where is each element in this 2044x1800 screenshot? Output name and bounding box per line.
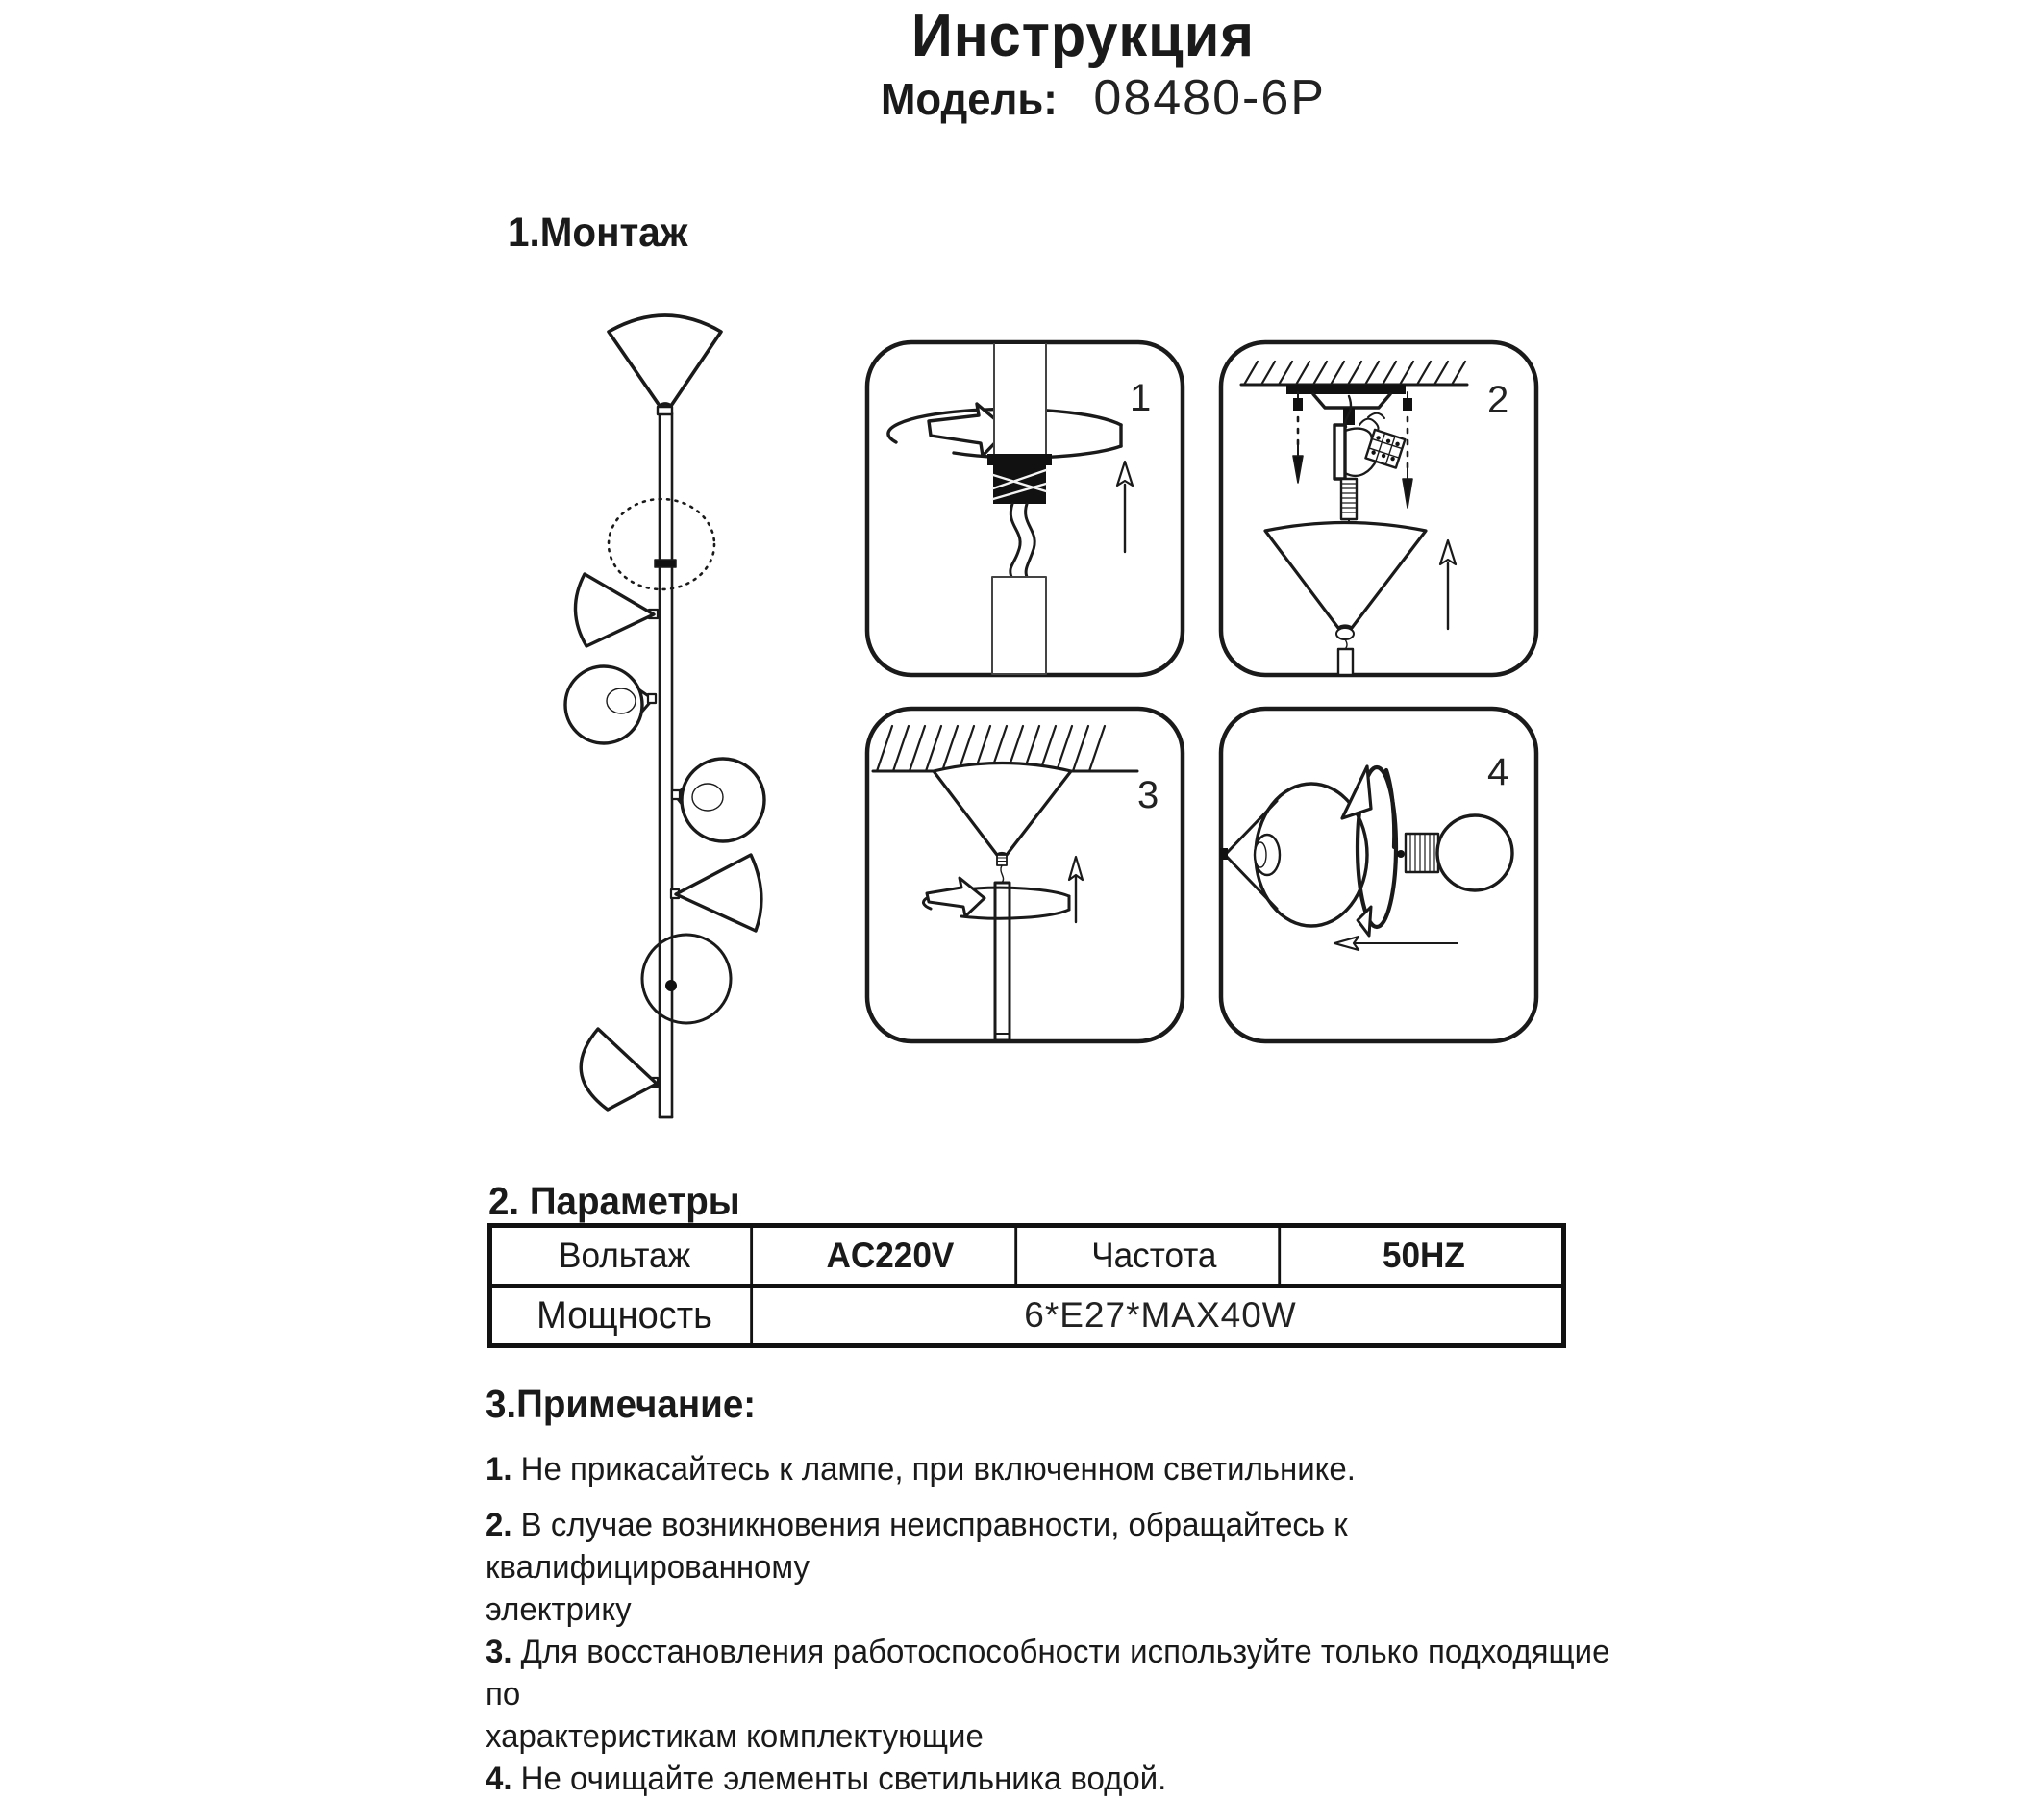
up-arrow — [1117, 462, 1133, 552]
notes-list — [486, 1448, 1649, 1800]
lamp-shade-right-plain — [671, 855, 761, 931]
note-text: В случае возникновения неисправности, обращайтесь к квалифицированному — [486, 1507, 1348, 1586]
cable-wires — [1010, 504, 1034, 577]
note-number: 4. — [486, 1761, 512, 1797]
screw-left — [1293, 392, 1303, 483]
up-arrow — [1069, 857, 1083, 922]
lamp-bare-bulb — [642, 935, 731, 1023]
note-text: электрику — [486, 1591, 632, 1628]
voltage-value-cell: AC220V — [766, 1228, 1017, 1284]
note-item-1 — [486, 1448, 1614, 1490]
note-item-3 — [486, 1631, 1614, 1758]
note-text: Не прикасайтесь к лампе, при включенном светильнике. — [520, 1451, 1356, 1488]
params-table-row-2 — [492, 1288, 1561, 1343]
note-text: Не очищайте элементы светильника водой. — [520, 1761, 1167, 1797]
note-number: 1. — [486, 1451, 512, 1488]
model-value: 08480-6P — [1093, 70, 1326, 126]
lamp-top-shade — [609, 315, 721, 414]
step-number: 1 — [1130, 377, 1152, 419]
note-text: характеристикам комплектующие — [486, 1718, 984, 1755]
note-item-4 — [486, 1758, 1614, 1800]
cone-shade — [1265, 523, 1426, 676]
pole-joint — [655, 560, 676, 567]
note-item-2 — [486, 1504, 1614, 1631]
frequency-value-cell: 50HZ — [1383, 1236, 1466, 1275]
montage-heading: 1.Монтаж — [508, 210, 688, 256]
light-bulb — [1397, 815, 1512, 890]
params-table — [487, 1223, 1566, 1348]
mounting-bracket — [1334, 425, 1345, 479]
step-number: 2 — [1487, 379, 1509, 421]
lamp-shade-lower-left — [581, 1029, 658, 1110]
frequency-label-cell: Частота — [1030, 1228, 1280, 1284]
lamp-shade-upper-left — [575, 574, 658, 646]
power-value-cell: 6*E27*MAX40W — [1024, 1295, 1297, 1335]
up-arrow — [1440, 540, 1456, 629]
ceiling-hatch — [1241, 362, 1467, 385]
page-title: Инструкция — [911, 3, 1255, 69]
cone-shade-side — [1220, 784, 1367, 926]
params-heading: 2. Параметры — [488, 1179, 740, 1223]
note-number: 2. — [486, 1507, 512, 1543]
step-number: 4 — [1487, 751, 1509, 793]
model-row — [881, 69, 1326, 127]
screw-right — [1403, 392, 1412, 508]
power-label-cell: Мощность — [499, 1288, 753, 1343]
pole-upper-section — [994, 344, 1046, 454]
notes-heading: 3.Примечание: — [486, 1382, 757, 1426]
model-label: Модель: — [881, 74, 1058, 124]
threaded-connector — [987, 454, 1052, 504]
step-panel-1 — [860, 337, 1189, 681]
params-table-row-1 — [492, 1228, 1561, 1288]
voltage-label-cell: Вольтаж — [499, 1228, 753, 1284]
lamp-shade-right-bulb — [672, 759, 764, 841]
step-3-diagram — [860, 703, 1189, 1047]
step-panel-4 — [1214, 703, 1543, 1047]
left-arrow — [1334, 937, 1458, 950]
note-text: Для восстановления работоспособности используйте только подходящие по — [486, 1634, 1610, 1712]
step-number: 3 — [1137, 774, 1159, 816]
cone-shade — [934, 763, 1071, 884]
step-panel-3 — [860, 703, 1189, 1047]
lamp-shade-left-bulb — [565, 666, 656, 743]
lamp-pole — [660, 413, 672, 1117]
step-panel-2 — [1214, 337, 1543, 681]
lamp-drawing — [413, 226, 856, 1130]
note-number: 3. — [486, 1634, 512, 1670]
pole — [995, 883, 1010, 1040]
pole-lower-section — [992, 577, 1046, 674]
